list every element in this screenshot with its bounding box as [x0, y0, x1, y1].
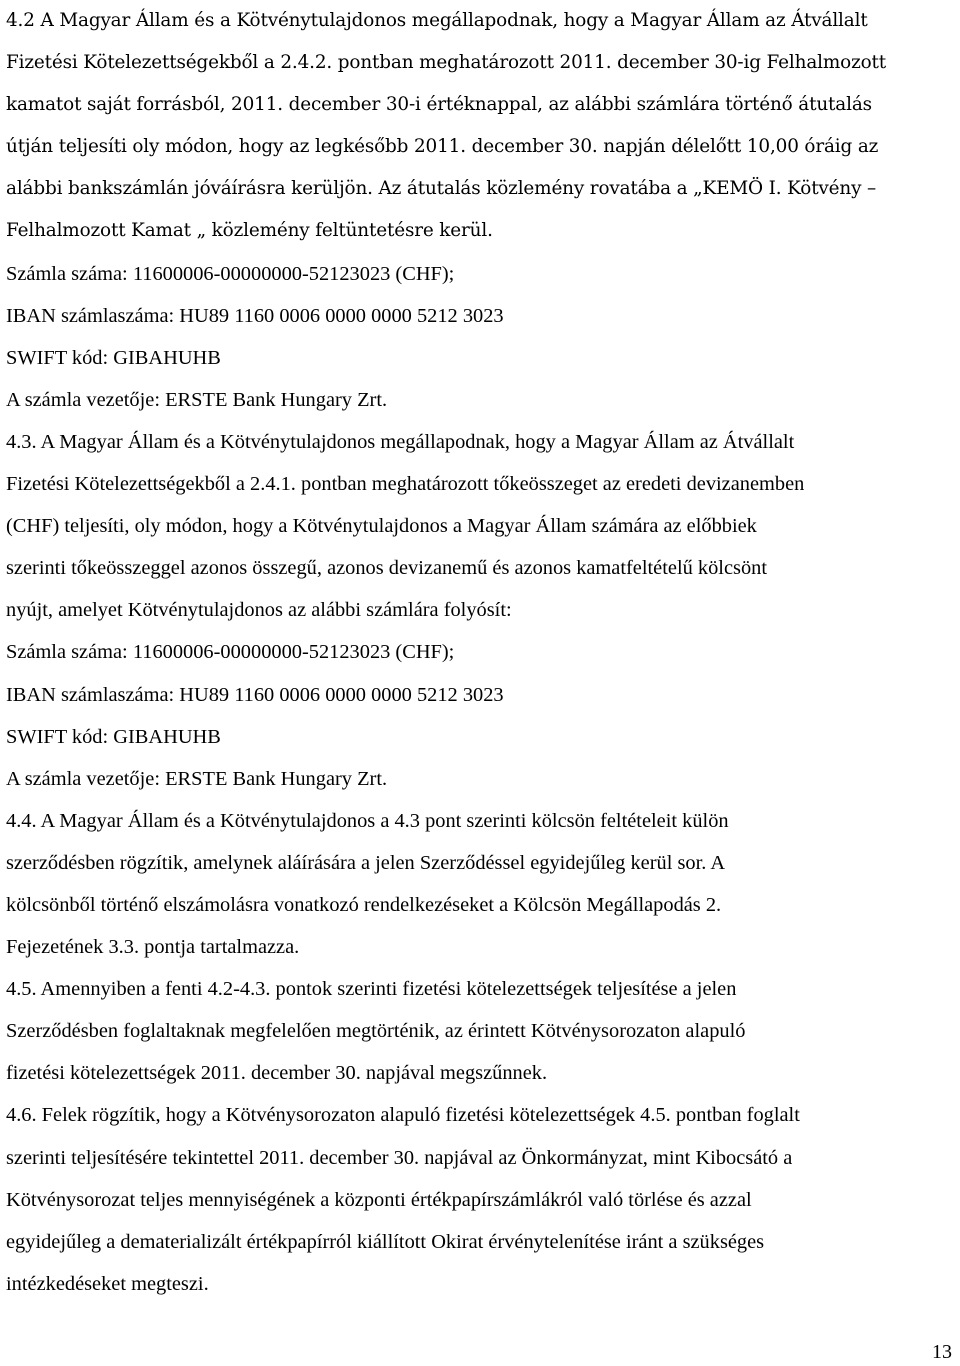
paragraph-line: intézkedéseket megteszi.	[6, 1272, 209, 1295]
account-number: Számla száma: 11600006-00000000-52123023 (CHF);	[6, 641, 455, 664]
bank-name: A számla vezetője: ERSTE Bank Hungary Zrt.	[6, 388, 388, 411]
section-4-5	[6, 968, 954, 1094]
paragraph-line: 4.5. Amennyiben a fenti 4.2-4.3. pontok szerinti fizetési kötelezettségek teljesítése a jelen	[6, 978, 737, 1001]
paragraph-line: nyújt, amelyet Kötvénytulajdonos az alábbi számlára folyósít:	[6, 599, 512, 622]
paragraph-line: 4.2 A Magyar Állam és a Kötvénytulajdonos megállapodnak, hogy a Magyar Állam az Átvállalt	[6, 10, 868, 31]
paragraph-line: alábbi bankszámlán jóváírásra kerüljön. Az átutalás közlemény rovatába a „KEMÖ I. Kötvény –	[6, 178, 877, 200]
paragraph-line: szerződésben rögzítik, amelynek aláírására a jelen Szerződéssel egyidejűleg kerül sor. A	[6, 851, 726, 874]
paragraph-line: egyidejűleg a dematerializált értékpapírról kiállított Okirat érvénytelenítése iránt a szükséges	[6, 1230, 765, 1253]
paragraph-line: szerinti teljesítésére tekintettel 2011. december 30. napjával az Önkormányzat, mint Kibocsátó a	[6, 1146, 793, 1169]
section-4-4	[6, 800, 954, 968]
paragraph-line: Fizetési Kötelezettségekből a 2.4.2. pontban meghatározott 2011. december 30-ig Felhalmozott	[6, 52, 887, 74]
swift-code: SWIFT kód: GIBAHUHB	[6, 346, 221, 369]
paragraph-line: 4.6. Felek rögzítik, hogy a Kötvénysorozaton alapuló fizetési kötelezettségek 4.5. pontban foglalt	[6, 1104, 800, 1127]
paragraph-line: (CHF) teljesíti, oly módon, hogy a Kötvénytulajdonos a Magyar Állam számára az előbbiek	[6, 515, 757, 538]
iban: IBAN számlaszáma: HU89 1160 0006 0000 0000 5212 3023	[6, 683, 504, 706]
paragraph-line: fizetési kötelezettségek 2011. december 30. napjával megszűnnek.	[6, 1062, 548, 1085]
paragraph-line: Fizetési Kötelezettségekből a 2.4.1. pontban meghatározott tőkeösszeget az eredeti devizanemben	[6, 473, 805, 496]
paragraph-line: kölcsönből történő elszámolásra vonatkozó rendelkezéseket a Kölcsön Megállapodás 2.	[6, 893, 722, 916]
paragraph-line: kamatot saját forrásból, 2011. december 30-i értéknappal, az alábbi számlára történő átutalás	[6, 94, 872, 116]
page-number: 13	[932, 1341, 952, 1363]
section-4-6	[6, 1094, 954, 1304]
paragraph-line: Fejezetének 3.3. pontja tartalmazza.	[6, 936, 300, 959]
paragraph-line: Felhalmozott Kamat „ közlemény feltüntetésre kerül.	[6, 220, 493, 242]
section-4-2	[6, 0, 954, 421]
section-4-3	[6, 421, 954, 800]
paragraph-line: 4.3. A Magyar Állam és a Kötvénytulajdonos megállapodnak, hogy a Magyar Állam az Átvállalt	[6, 430, 795, 453]
bank-name: A számla vezetője: ERSTE Bank Hungary Zrt.	[6, 767, 388, 790]
swift-code: SWIFT kód: GIBAHUHB	[6, 725, 221, 748]
paragraph-line: Kötvénysorozat teljes mennyiségének a központi értékpapírszámlákról való törlése és azzal	[6, 1188, 752, 1211]
document-page	[6, 0, 954, 1305]
account-number: Számla száma: 11600006-00000000-52123023 (CHF);	[6, 262, 455, 285]
paragraph-line: 4.4. A Magyar Állam és a Kötvénytulajdonos a 4.3 pont szerinti kölcsön feltételeit külön	[6, 809, 729, 832]
paragraph-line: szerinti tőkeösszeggel azonos összegű, azonos devizanemű és azonos kamatfeltételű kölcsönt	[6, 557, 768, 580]
paragraph-line: Szerződésben foglaltaknak megfelelően megtörténik, az érintett Kötvénysorozaton alapuló	[6, 1020, 746, 1043]
paragraph-line: útján teljesíti oly módon, hogy az legkésőbb 2011. december 30. napján délelőtt 10,00 óráig az	[6, 136, 879, 158]
iban: IBAN számlaszáma: HU89 1160 0006 0000 0000 5212 3023	[6, 304, 504, 327]
